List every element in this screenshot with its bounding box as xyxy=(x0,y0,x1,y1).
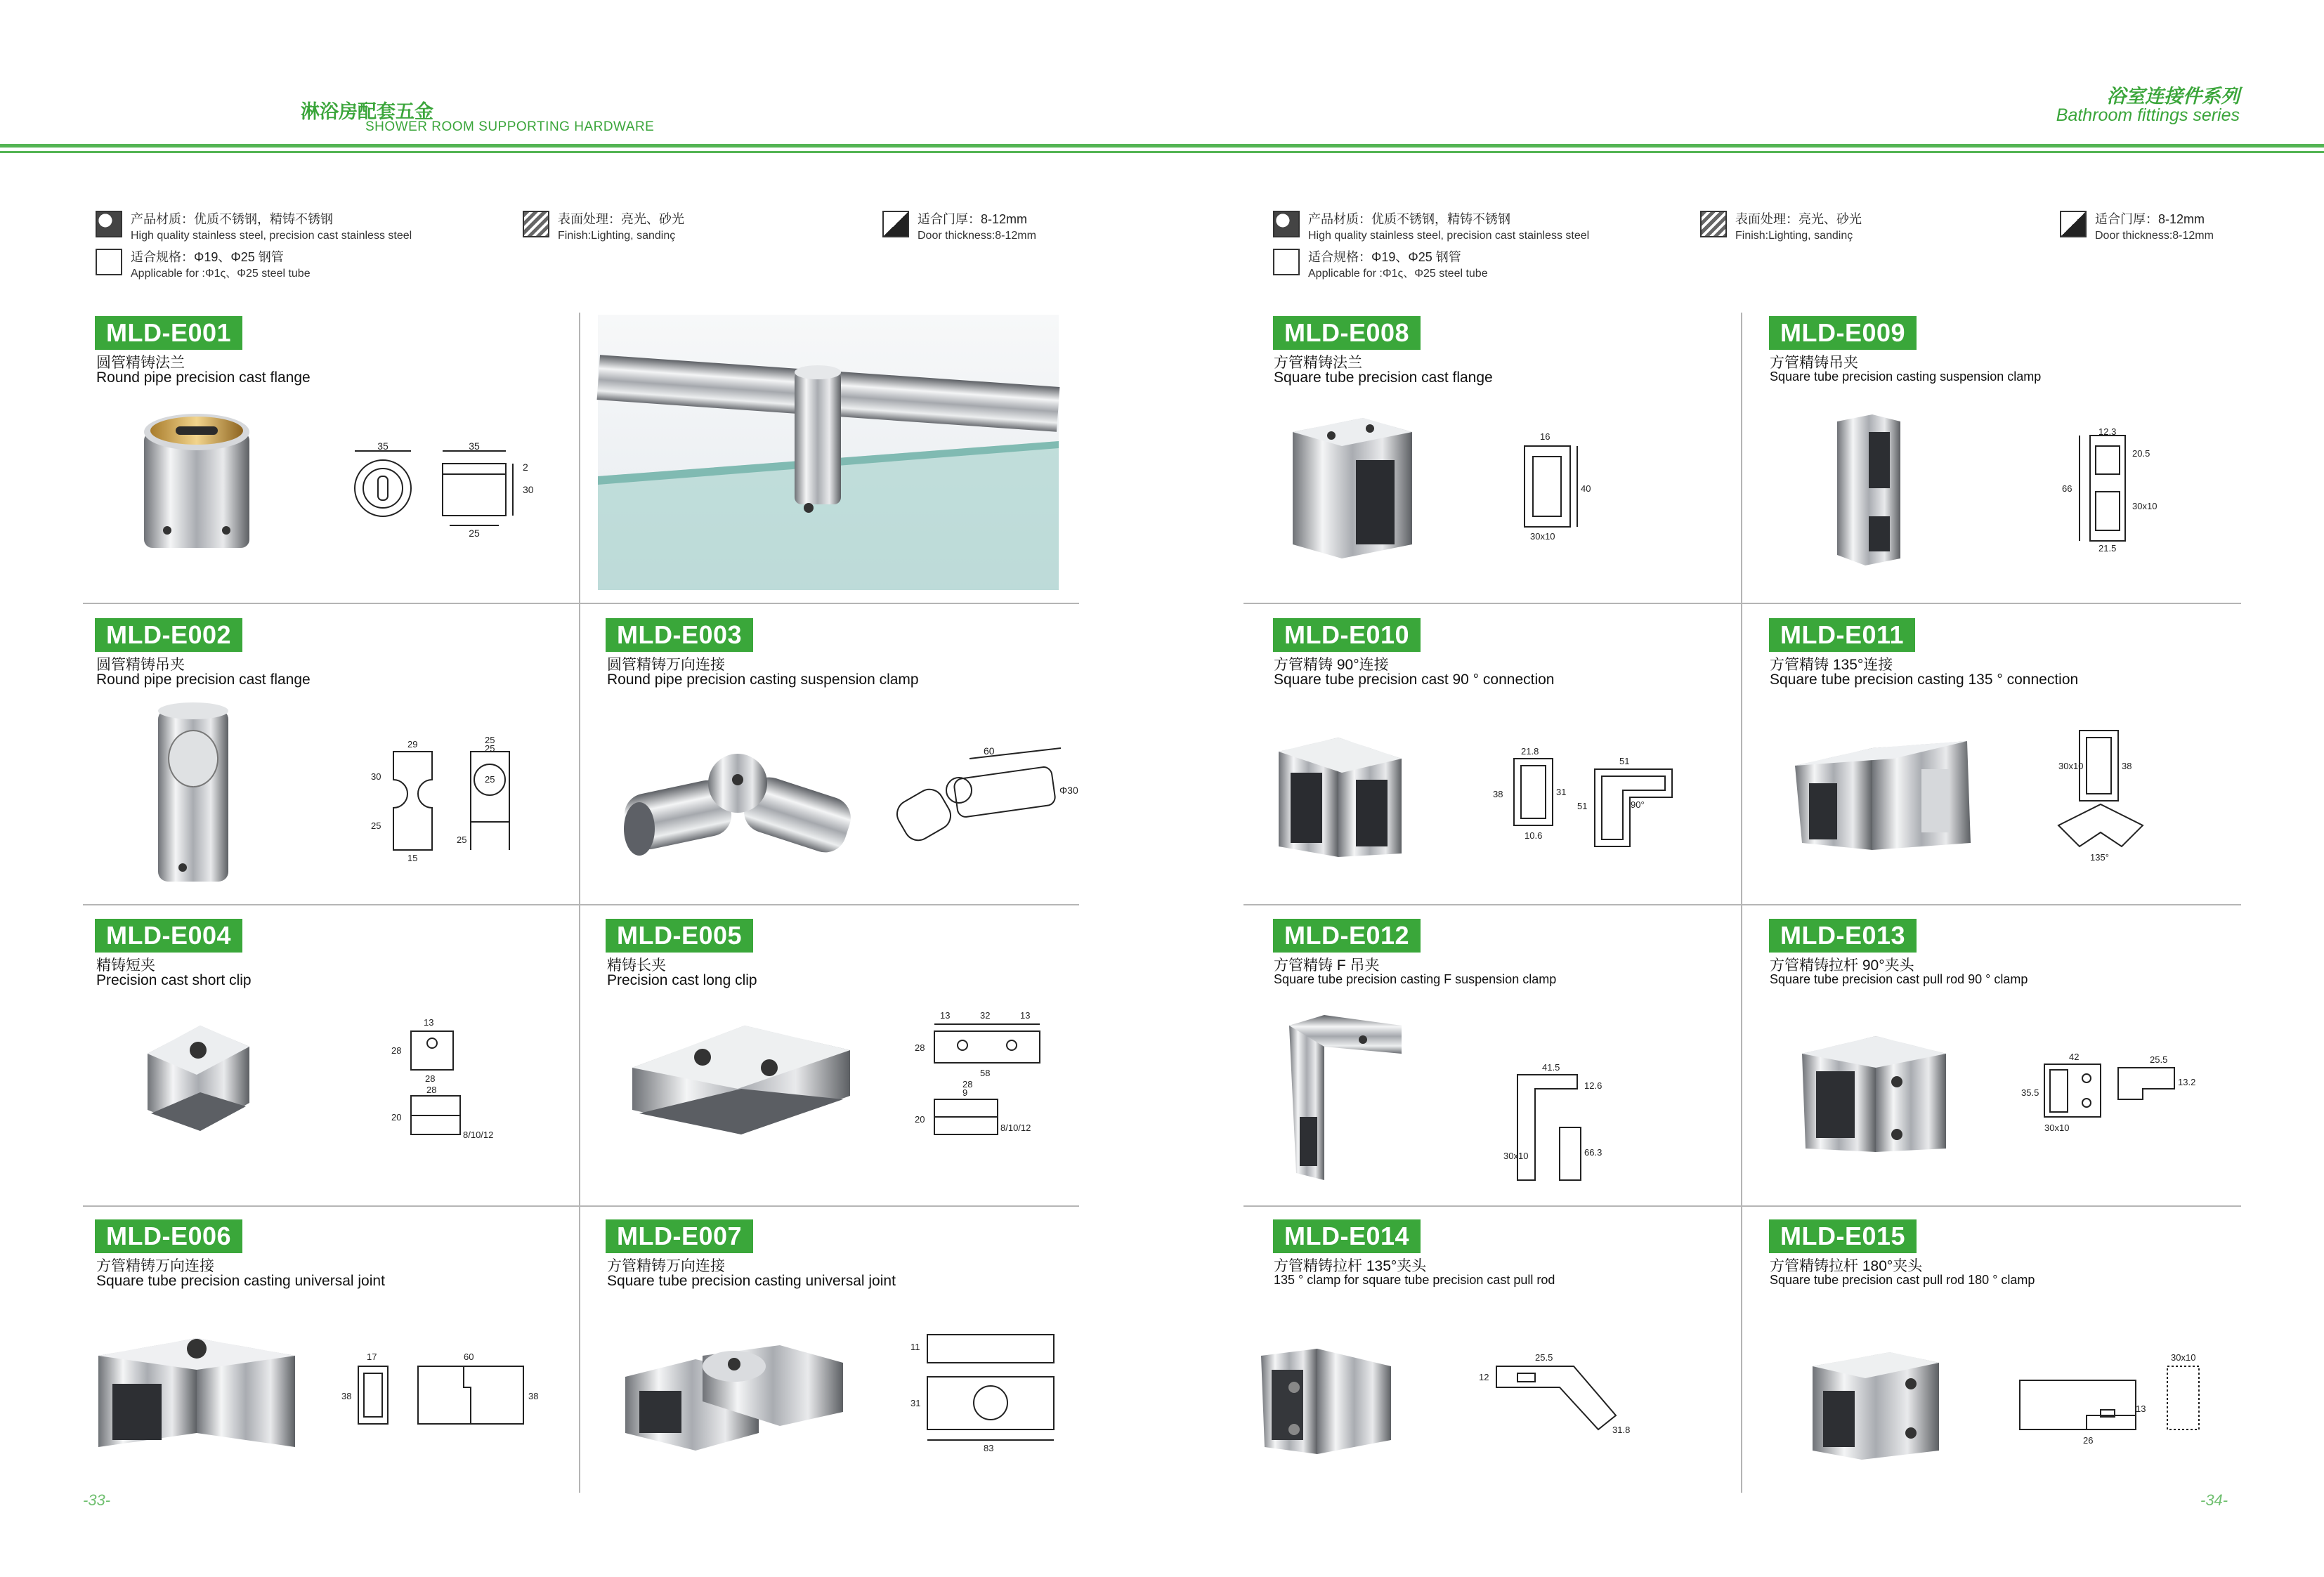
product-code: MLD-E010 xyxy=(1273,618,1421,652)
svg-text:9: 9 xyxy=(962,1087,968,1098)
spec-door-left xyxy=(882,211,1036,244)
product-code: MLD-E002 xyxy=(95,618,242,652)
product-code: MLD-E013 xyxy=(1769,919,1917,953)
spec-door-cn: 适合门厚：8-12mm xyxy=(2095,212,2205,226)
svg-text:28: 28 xyxy=(426,1085,437,1095)
door-thickness-icon xyxy=(2060,211,2087,237)
technical-drawing xyxy=(1510,428,1609,548)
svg-text:40: 40 xyxy=(1581,483,1591,494)
spec-size-cn: 适合规格：Φ19、Φ25 钢管 xyxy=(1308,250,1461,264)
product-photo xyxy=(1282,1012,1409,1187)
product-name-cn: 方管精铸吊夹 xyxy=(1770,355,1858,371)
technical-drawing xyxy=(906,1005,1061,1156)
product-name-en: Square tube precision cast pull rod 90 ° clamp xyxy=(1770,972,2028,986)
product-photo xyxy=(1788,731,1978,857)
technical-drawing xyxy=(337,1349,548,1433)
spec-size-en: Applicable for :Φ1ς、Φ25 steel tube xyxy=(131,268,311,280)
svg-text:26: 26 xyxy=(2083,1435,2094,1446)
spec-material-cn: 产品材质：优质不锈钢，精铸不锈钢 xyxy=(1308,212,1510,226)
spec-finish-left xyxy=(523,211,684,244)
svg-text:12.6: 12.6 xyxy=(1584,1080,1602,1091)
grid-divider xyxy=(1741,313,1742,1493)
product-code: MLD-E014 xyxy=(1273,1219,1421,1253)
svg-text:10.6: 10.6 xyxy=(1525,830,1543,841)
technical-drawing xyxy=(1503,1054,1609,1187)
product-name-en: Square tube precision cast pull rod 180 ° clamp xyxy=(1770,1273,2035,1287)
svg-text:21.8: 21.8 xyxy=(1521,746,1539,757)
grid-divider xyxy=(1243,904,2241,905)
technical-drawing xyxy=(2009,1345,2213,1451)
product-name-cn: 精铸长夹 xyxy=(607,957,666,974)
svg-text:66.3: 66.3 xyxy=(1584,1147,1602,1158)
spec-material-en: High quality stainless steel, precision cast stainless steel xyxy=(1308,230,1590,242)
spec-finish-en: Finish:Lighting, sandinç xyxy=(558,230,676,242)
spec-material-right xyxy=(1273,211,1589,244)
product-name-en: Precision cast short clip xyxy=(96,972,252,988)
svg-text:58: 58 xyxy=(980,1068,991,1078)
svg-text:25: 25 xyxy=(371,820,381,831)
technical-drawing xyxy=(2051,727,2178,868)
product-name-en: Square tube precision casting F suspension clamp xyxy=(1274,972,1557,986)
product-name-cn: 方管精铸 135°连接 xyxy=(1770,657,1893,673)
product-scene-photo xyxy=(598,315,1059,590)
svg-text:13.2: 13.2 xyxy=(2178,1077,2196,1087)
svg-text:83: 83 xyxy=(984,1443,994,1453)
product-photo xyxy=(91,1328,302,1454)
spec-size-cn: 适合规格：Φ19、Φ25 钢管 xyxy=(131,250,284,264)
technical-drawing xyxy=(2062,425,2167,555)
finish-icon xyxy=(1700,211,1727,237)
svg-text:30: 30 xyxy=(523,484,534,495)
product-photo xyxy=(1806,1335,1946,1461)
header-rule-bottom xyxy=(0,151,2324,153)
product-name-en: Round pipe precision cast flange xyxy=(96,369,311,386)
svg-text:Φ30: Φ30 xyxy=(1059,785,1078,796)
svg-text:51: 51 xyxy=(1619,756,1630,766)
product-code: MLD-E008 xyxy=(1273,316,1421,350)
grid-divider xyxy=(83,1205,1079,1207)
spec-finish-en: Finish:Lighting, sandinç xyxy=(1735,230,1853,242)
product-name-en: Round pipe precision cast flange xyxy=(96,672,311,688)
product-photo xyxy=(144,702,242,892)
header-rule-top xyxy=(0,144,2324,148)
svg-text:8/10/12: 8/10/12 xyxy=(1000,1123,1031,1133)
product-code: MLD-E012 xyxy=(1273,919,1421,953)
product-name-cn: 方管精铸拉杆 180°夹头 xyxy=(1770,1258,1923,1274)
technical-drawing xyxy=(906,1328,1068,1454)
technical-drawing xyxy=(1468,1345,1644,1451)
product-code: MLD-E007 xyxy=(606,1219,753,1253)
material-icon xyxy=(96,211,122,237)
product-name-en: Square tube precision casting 135 ° connection xyxy=(1770,672,2079,688)
svg-text:16: 16 xyxy=(1540,431,1551,442)
svg-text:12: 12 xyxy=(1479,1372,1489,1382)
svg-text:31: 31 xyxy=(1556,787,1567,797)
product-photo xyxy=(1275,731,1409,864)
spec-finish-cn: 表面处理：亮光、砂光 xyxy=(558,212,684,226)
svg-text:42: 42 xyxy=(2069,1052,2080,1062)
svg-text:20: 20 xyxy=(391,1112,402,1123)
svg-text:31.8: 31.8 xyxy=(1612,1425,1631,1435)
product-photo xyxy=(1799,1029,1953,1159)
page-number-left: -33- xyxy=(83,1491,111,1509)
spec-size-en: Applicable for :Φ1ς、Φ25 steel tube xyxy=(1308,268,1488,280)
svg-text:35: 35 xyxy=(377,440,389,452)
svg-text:90°: 90° xyxy=(1631,799,1645,810)
product-name-cn: 精铸短夹 xyxy=(96,957,155,974)
product-name-cn: 方管精铸拉杆 90°夹头 xyxy=(1770,957,1914,974)
svg-text:28: 28 xyxy=(962,1079,973,1089)
product-code: MLD-E015 xyxy=(1769,1219,1917,1253)
svg-text:32: 32 xyxy=(980,1010,991,1021)
header-right-en: Bathroom fittings series xyxy=(2056,105,2240,125)
technical-drawing xyxy=(351,440,534,541)
product-photo xyxy=(618,731,857,871)
header-right-cn: 浴室连接件系列 xyxy=(2107,86,2240,107)
svg-text:28: 28 xyxy=(915,1042,925,1053)
product-name-cn: 方管精铸拉杆 135°夹头 xyxy=(1274,1258,1427,1274)
product-photo xyxy=(625,1019,857,1138)
svg-text:28: 28 xyxy=(425,1073,436,1084)
svg-text:25.5: 25.5 xyxy=(2150,1054,2168,1065)
spec-finish-right xyxy=(1700,211,1862,244)
svg-text:8/10/12: 8/10/12 xyxy=(463,1130,494,1140)
svg-text:30x10: 30x10 xyxy=(1503,1151,1529,1161)
product-code: MLD-E004 xyxy=(95,919,242,953)
svg-text:2: 2 xyxy=(523,462,528,473)
svg-text:30x10: 30x10 xyxy=(1530,531,1555,542)
product-name-en: Precision cast long clip xyxy=(607,972,757,988)
svg-text:30x10: 30x10 xyxy=(2132,501,2157,511)
door-thickness-icon xyxy=(882,211,909,237)
product-name-cn: 方管精铸万向连接 xyxy=(607,1258,725,1274)
spec-material-left xyxy=(96,211,412,244)
product-name-en: Square tube precision cast 90 ° connection xyxy=(1274,672,1555,688)
product-code: MLD-E001 xyxy=(95,316,242,350)
spec-size-right xyxy=(1273,249,1488,282)
technical-drawing xyxy=(885,745,1078,864)
svg-text:13: 13 xyxy=(940,1010,951,1021)
svg-text:20: 20 xyxy=(915,1114,925,1125)
technical-drawing xyxy=(376,1012,523,1152)
product-code: MLD-E011 xyxy=(1769,618,1915,652)
svg-text:30x10: 30x10 xyxy=(2171,1352,2196,1363)
svg-text:25: 25 xyxy=(485,774,495,785)
product-name-en: 135 ° clamp for square tube precision cast pull rod xyxy=(1274,1273,1555,1287)
svg-text:25: 25 xyxy=(485,735,495,745)
material-icon xyxy=(1273,211,1300,237)
product-name-cn: 圆管精铸万向连接 xyxy=(607,657,725,673)
grid-divider xyxy=(1243,603,2241,604)
svg-text:12.3: 12.3 xyxy=(2098,426,2117,437)
product-name-en: Square tube precision casting universal joint xyxy=(96,1273,385,1289)
spec-door-cn: 适合门厚：8-12mm xyxy=(918,212,1028,226)
svg-text:25.5: 25.5 xyxy=(1535,1352,1553,1363)
svg-text:13: 13 xyxy=(2136,1403,2146,1414)
spec-size-left xyxy=(96,249,311,282)
svg-text:30x10: 30x10 xyxy=(2044,1123,2070,1133)
svg-text:38: 38 xyxy=(1493,789,1503,799)
technical-drawing xyxy=(1458,745,1711,857)
svg-text:38: 38 xyxy=(2122,761,2132,771)
product-name-cn: 方管精铸万向连接 xyxy=(96,1258,214,1274)
product-code: MLD-E003 xyxy=(606,618,753,652)
tube-size-icon xyxy=(1273,249,1300,275)
spec-door-right xyxy=(2060,211,2214,244)
technical-drawing xyxy=(365,735,527,864)
svg-text:31: 31 xyxy=(910,1398,921,1408)
product-photo xyxy=(1258,1335,1398,1458)
spec-material-cn: 产品材质：优质不锈钢，精铸不锈钢 xyxy=(131,212,333,226)
svg-text:38: 38 xyxy=(528,1391,539,1401)
product-name-cn: 圆管精铸法兰 xyxy=(96,355,185,371)
svg-text:11: 11 xyxy=(910,1342,920,1352)
svg-text:35: 35 xyxy=(469,440,480,452)
product-photo xyxy=(133,411,260,558)
svg-text:30: 30 xyxy=(371,771,381,782)
spec-material-en: High quality stainless steel, precision cast stainless steel xyxy=(131,230,412,242)
svg-text:25: 25 xyxy=(469,528,480,539)
product-code: MLD-E005 xyxy=(606,919,753,953)
product-name-cn: 方管精铸法兰 xyxy=(1274,355,1362,371)
svg-text:15: 15 xyxy=(407,853,418,863)
product-name-en: Square tube precision cast flange xyxy=(1274,369,1493,386)
svg-text:29: 29 xyxy=(407,739,418,750)
svg-text:38: 38 xyxy=(341,1391,352,1401)
svg-text:41.5: 41.5 xyxy=(1542,1062,1560,1073)
grid-divider xyxy=(579,313,580,1493)
tube-size-icon xyxy=(96,249,122,275)
spec-finish-cn: 表面处理：亮光、砂光 xyxy=(1735,212,1862,226)
product-name-en: Square tube precision casting suspension clamp xyxy=(1770,369,2042,384)
technical-drawing xyxy=(2020,1050,2202,1149)
svg-text:20.5: 20.5 xyxy=(2132,448,2150,459)
svg-text:25: 25 xyxy=(485,743,495,754)
page-number-right: -34- xyxy=(2200,1491,2228,1509)
product-photo xyxy=(1830,411,1907,569)
product-code: MLD-E009 xyxy=(1769,316,1917,350)
grid-divider xyxy=(83,603,1079,604)
svg-text:30x10: 30x10 xyxy=(2058,761,2084,771)
grid-divider xyxy=(1243,1205,2241,1207)
svg-text:60: 60 xyxy=(984,745,995,757)
product-name-cn: 方管精铸 F 吊夹 xyxy=(1274,957,1380,974)
grid-divider xyxy=(83,904,1079,905)
svg-text:66: 66 xyxy=(2062,483,2072,494)
product-photo xyxy=(133,1019,260,1138)
svg-text:135°: 135° xyxy=(2090,852,2109,863)
product-name-cn: 圆管精铸吊夹 xyxy=(96,657,185,673)
header-left-en: SHOWER ROOM SUPPORTING HARDWARE xyxy=(365,119,655,134)
svg-text:21.5: 21.5 xyxy=(2098,543,2117,554)
product-name-en: Round pipe precision casting suspension clamp xyxy=(607,672,919,688)
spec-door-en: Door thickness:8-12mm xyxy=(2095,230,2214,242)
product-code: MLD-E006 xyxy=(95,1219,242,1253)
svg-text:60: 60 xyxy=(464,1352,474,1362)
svg-text:35.5: 35.5 xyxy=(2021,1087,2039,1098)
header-left-cn: 淋浴房配套五金 xyxy=(301,101,433,122)
svg-text:17: 17 xyxy=(367,1352,377,1362)
svg-text:28: 28 xyxy=(391,1045,402,1056)
svg-text:13: 13 xyxy=(1020,1010,1031,1021)
product-photo xyxy=(1279,407,1426,569)
finish-icon xyxy=(523,211,549,237)
product-name-en: Square tube precision casting universal joint xyxy=(607,1273,896,1289)
svg-text:25: 25 xyxy=(457,835,467,845)
product-name-cn: 方管精铸 90°连接 xyxy=(1274,657,1389,673)
svg-text:13: 13 xyxy=(424,1017,434,1028)
svg-text:51: 51 xyxy=(1577,801,1588,811)
product-photo xyxy=(618,1335,850,1461)
spec-door-en: Door thickness:8-12mm xyxy=(918,230,1036,242)
